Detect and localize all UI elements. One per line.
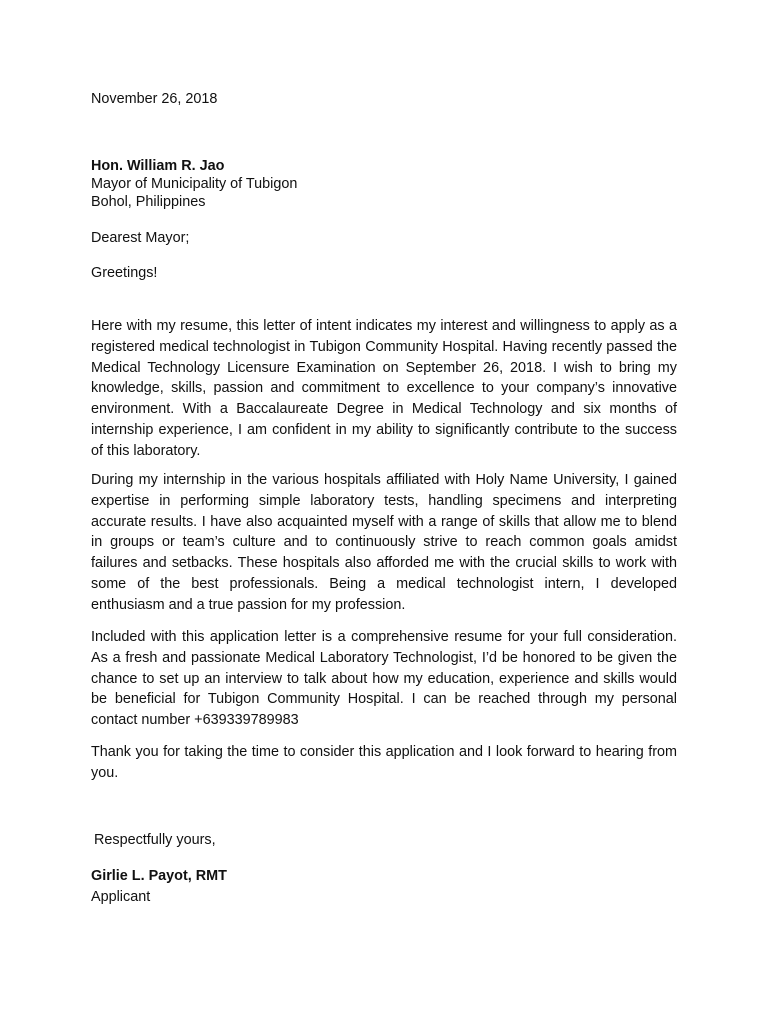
signer-role: Applicant bbox=[91, 889, 151, 905]
body-paragraph-4: Thank you for taking the time to consider this application and I look forward to hearing from you. bbox=[91, 744, 677, 781]
body-paragraph-3: Included with this application letter is a comprehensive resume for your full consideration. As a fresh and passionate Medical Laboratory Technologist, I’d be honored to be given the chance to set up an interview to talk about how my education, experience and skills would be beneficial for Tubigon Community Hospital. I can be reached through my personal contact number +639339789983 bbox=[91, 629, 677, 729]
recipient-block bbox=[91, 157, 677, 211]
recipient-title: Mayor of Municipality of Tubigon bbox=[91, 176, 298, 192]
signer-name: Girlie L. Payot, RMT bbox=[91, 868, 227, 884]
closing: Respectfully yours, bbox=[94, 832, 216, 848]
body-paragraph-2: During my internship in the various hospitals affiliated with Holy Name University, I gained expertise in performing simple laboratory tests, handling specimens and interpreting accurate results. I have also acquainted myself with a range of skills that allow me to blend in groups or team’s culture and to continuously strive to reach common goals amidst failures and setbacks. These hospitals also afforded me with the crucial skills to work with some of the best professionals. Being a medical technologist intern, I developed enthusiasm and a true passion for my profession. bbox=[91, 472, 677, 613]
recipient-name: Hon. William R. Jao bbox=[91, 158, 225, 174]
letter-date: November 26, 2018 bbox=[91, 91, 218, 107]
signature-block bbox=[91, 866, 677, 908]
salutation: Dearest Mayor; bbox=[91, 230, 190, 246]
greeting: Greetings! bbox=[91, 265, 158, 281]
body-paragraph-1: Here with my resume, this letter of intent indicates my interest and willingness to apply as a registered medical technologist in Tubigon Community Hospital. Having recently passed the Medical Technology Licensure Examination on September 26, 2018. I wish to bring my knowledge, skills, passion and commitment to excellence to your company’s innovative environment. With a Baccalaureate Degree in Medical Technology and six months of internship experience, I am confident in my ability to significantly contribute to the success of this laboratory. bbox=[91, 318, 677, 459]
recipient-location: Bohol, Philippines bbox=[91, 194, 206, 210]
